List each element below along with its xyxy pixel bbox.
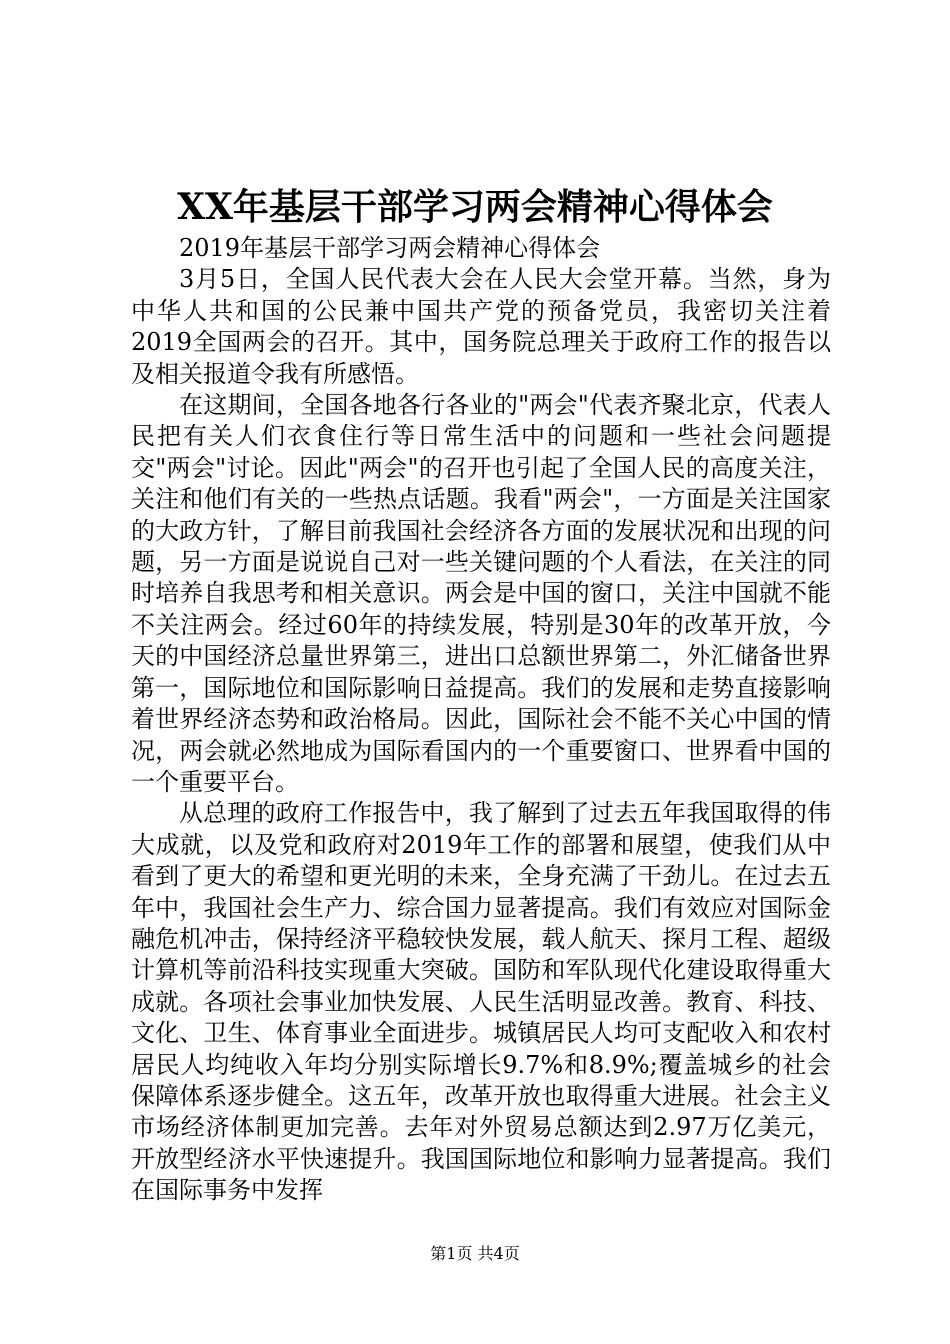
paragraph: 3月5日，全国人民代表大会在人民大会堂开幕。当然，身为中华人共和国的公民兼中国共产党的预备党员，我密切关注着2019全国两会的召开。其中，国务院总理关于政府工作的报告以及相关报道令我有所感悟。 <box>131 265 831 388</box>
paragraph-subtitle: 2019年基层干部学习两会精神心得体会 <box>179 234 601 262</box>
paragraph: 在这期间，全国各地各行各业的"两会"代表齐聚北京，代表人民把有关人们衣食住行等日常生活中的问题和一些社会问题提交"两会"讨论。因此"两会"的召开也引起了全国人民的高度关注，关注和他们有关的一些热点话题。我看"两会"，一方面是关注国家的大政方针，了解目前我国社会经济各方面的发展状况和出现的问题，另一方面是说说自己对一些关键问题的个人看法，在关注的同时培养自我思考和相关意识。两会是中国的窗口，关注中国就不能不关注两会。经过60年的持续发展，特别是30年的改革开放，今天的中国经济总量世界第三，进出口总额世界第二，外汇储备世界第一，国际地位和国际影响日益提高。我们的发展和走势直接影响着世界经济态势和政治格局。因此，国际社会不能不关心中国的情况，两会就必然地成为国际看国内的一个重要窗口、世界看中国的一个重要平台。 <box>131 391 831 796</box>
document-title: XX年基层干部学习两会精神心得体会 <box>177 186 773 228</box>
paragraph: 从总理的政府工作报告中，我了解到了过去五年我国取得的伟大成就，以及党和政府对2019年工作的部署和展望，使我们从中看到了更大的希望和更光明的未来，全身充满了干劲儿。在过去五年中，我国社会生产力、综合国力显著提高。我们有效应对国际金融危机冲击，保持经济平稳较快发展，载人航天、探月工程、超级计算机等前沿科技实现重大突破。国防和军队现代化建设取得重大成就。各项社会事业加快发展、人民生活明显改善。教育、科技、文化、卫生、体育事业全面进步。城镇居民人均可支配收入和农村居民人均纯收入年均分别实际增长9.7%和8.9%;覆盖城乡的社会保障体系逐步健全。这五年，改革开放也取得重大进展。社会主义市场经济体制更加完善。去年对外贸易总额达到2.97万亿美元，开放型经济水平快速提升。我国国际地位和影响力显著提高。我们在国际事务中发挥 <box>131 799 831 1205</box>
page-number-footer: 第1页 共4页 <box>430 1244 520 1263</box>
document-body <box>131 233 831 1207</box>
